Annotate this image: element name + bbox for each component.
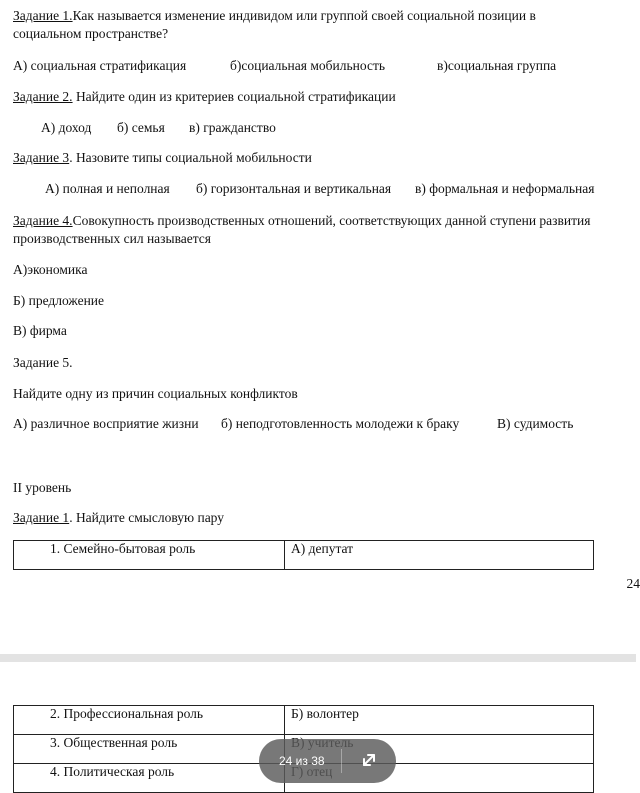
expand-icon[interactable]	[359, 750, 379, 770]
q2-label: Задание 2.	[13, 89, 73, 104]
q1-label: Задание 1.	[13, 8, 73, 23]
q5-label: Задание 5.	[13, 354, 73, 372]
q1-opt-c: в)социальная группа	[437, 57, 556, 75]
page-number: 24	[627, 576, 640, 592]
page-separator	[0, 654, 636, 662]
table-cell-left: 1. Семейно-бытовая роль	[14, 541, 285, 570]
q1-opt-a: А) социальная стратификация	[13, 58, 186, 73]
q3-label: Задание 3	[13, 150, 69, 165]
q5-options	[13, 415, 199, 433]
q4-text-a: Совокупность производственных отношений, соответствующих данной ступени развития	[73, 213, 591, 228]
q3-text: . Назовите типы социальной мобильности	[69, 150, 312, 165]
q1-line-1	[13, 7, 536, 25]
table-row	[14, 541, 594, 570]
q3-opt-b: б) горизонтальная и вертикальная	[196, 180, 391, 198]
table-cell-right: А) депутат	[285, 541, 594, 570]
table-cell-left: 2. Профессиональная роль	[14, 706, 285, 735]
q4-opt-b: Б) предложение	[13, 292, 104, 310]
page-navigator-pill[interactable]	[259, 739, 396, 783]
table-row	[14, 706, 594, 735]
q2-options	[41, 119, 91, 137]
q4-label: Задание 4.	[13, 213, 73, 228]
table-cell-left: 4. Политическая роль	[14, 764, 285, 793]
q2-line	[13, 88, 396, 106]
level-2-task-label: Задание 1	[13, 510, 69, 525]
table-cell-left: 3. Общественная роль	[14, 735, 285, 764]
q1-text-a: Как называется изменение индивидом или группой своей социальной позиции в	[73, 8, 536, 23]
q3-opt-a: А) полная и неполная	[45, 181, 170, 196]
level-2-heading: II уровень	[13, 479, 71, 497]
q2-opt-b: б) семья	[117, 119, 165, 137]
page-counter: 24 из 38	[279, 754, 325, 768]
q5-opt-b: б) неподготовленность молодежи к браку	[221, 415, 459, 433]
q1-options	[13, 57, 186, 75]
q3-line	[13, 149, 312, 167]
q4-line-1	[13, 212, 590, 230]
q3-options	[45, 180, 170, 198]
level-2-task-text: . Найдите смысловую пару	[69, 510, 224, 525]
q2-opt-c: в) гражданство	[189, 119, 276, 137]
q4-text-b: производственных сил называется	[13, 230, 211, 248]
level-2-task	[13, 509, 224, 527]
table-cell-right: Б) волонтер	[285, 706, 594, 735]
q5-opt-a: А) различное восприятие жизни	[13, 416, 199, 431]
q2-text: Найдите один из критериев социальной стратификации	[73, 89, 396, 104]
q5-text: Найдите одну из причин социальных конфликтов	[13, 385, 298, 403]
q1-text-b: социальном пространстве?	[13, 25, 168, 43]
q1-opt-b: б)социальная мобильность	[230, 57, 385, 75]
q3-opt-c: в) формальная и неформальная	[415, 180, 594, 198]
pill-divider	[341, 749, 342, 773]
q4-opt-a: А)экономика	[13, 261, 88, 279]
q4-opt-c: В) фирма	[13, 322, 67, 340]
q5-opt-c: В) судимость	[497, 415, 573, 433]
q2-opt-a: А) доход	[41, 120, 91, 135]
matching-table-part-1	[13, 540, 594, 570]
